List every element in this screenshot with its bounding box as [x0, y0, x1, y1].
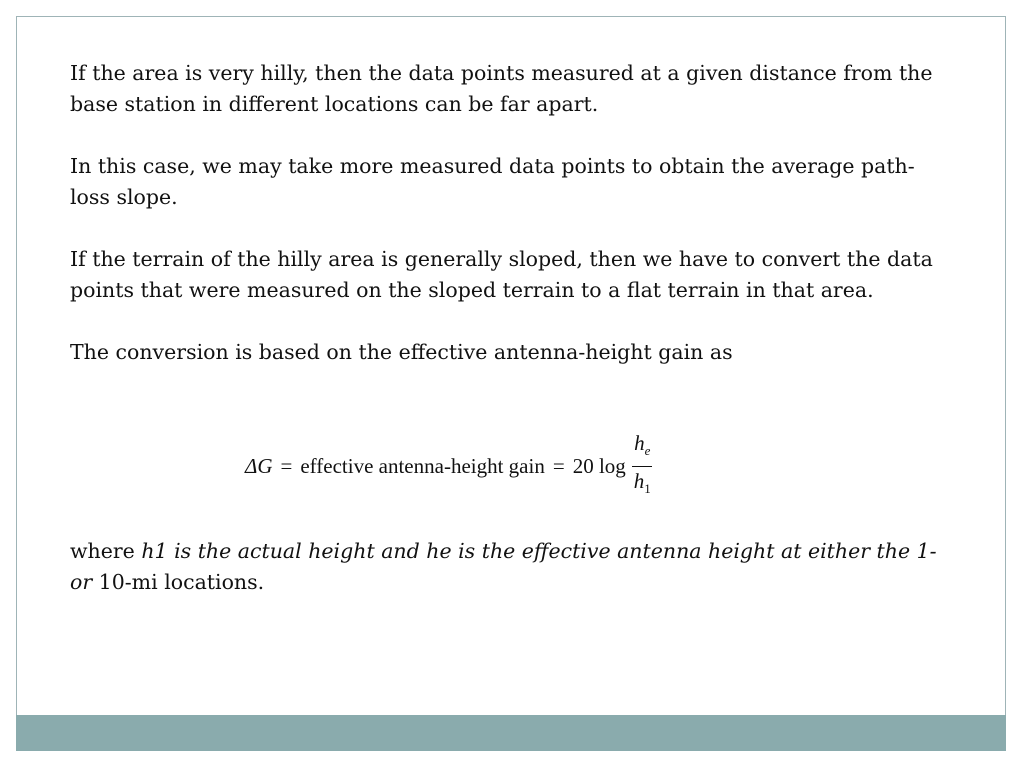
formula-lhs: ΔG	[245, 453, 273, 478]
paragraph-sloped-terrain: If the terrain of the hilly area is generally sloped, then we have to convert the data points that were measured on the sloped terrain to a flat terrain in that area.	[70, 247, 933, 302]
numerator-sub: e	[644, 443, 651, 459]
fraction-denominator	[632, 467, 653, 501]
formula-fraction	[632, 431, 653, 500]
slide-body	[70, 58, 950, 399]
gain-formula	[245, 430, 653, 502]
formula-description: effective antenna-height gain	[300, 453, 545, 478]
paragraph-more-data-points: In this case, we may take more measured data points to obtain the average path-loss slope.	[70, 154, 915, 209]
numerator-base: h	[634, 431, 645, 456]
where-italic: h1 is the actual height and he is the effective antenna height at either the 1- or	[70, 539, 937, 594]
fraction-numerator	[632, 431, 652, 466]
formula-equals-2: =	[552, 453, 565, 478]
formula-equals-1: =	[280, 453, 293, 478]
where-definition	[70, 536, 950, 598]
where-lead: where	[70, 539, 142, 563]
paragraph-conversion: The conversion is based on the effective antenna-height gain as	[70, 340, 733, 364]
where-tail: 10-mi locations.	[92, 570, 265, 594]
denominator-sub: 1	[644, 480, 651, 496]
denominator-base: h	[633, 468, 645, 493]
footer-bar	[16, 715, 1006, 751]
formula-prefix: 20 log	[572, 453, 626, 478]
paragraph-hilly-area: If the area is very hilly, then the data points measured at a given distance from the base station in different locations can be far apart.	[70, 61, 933, 116]
